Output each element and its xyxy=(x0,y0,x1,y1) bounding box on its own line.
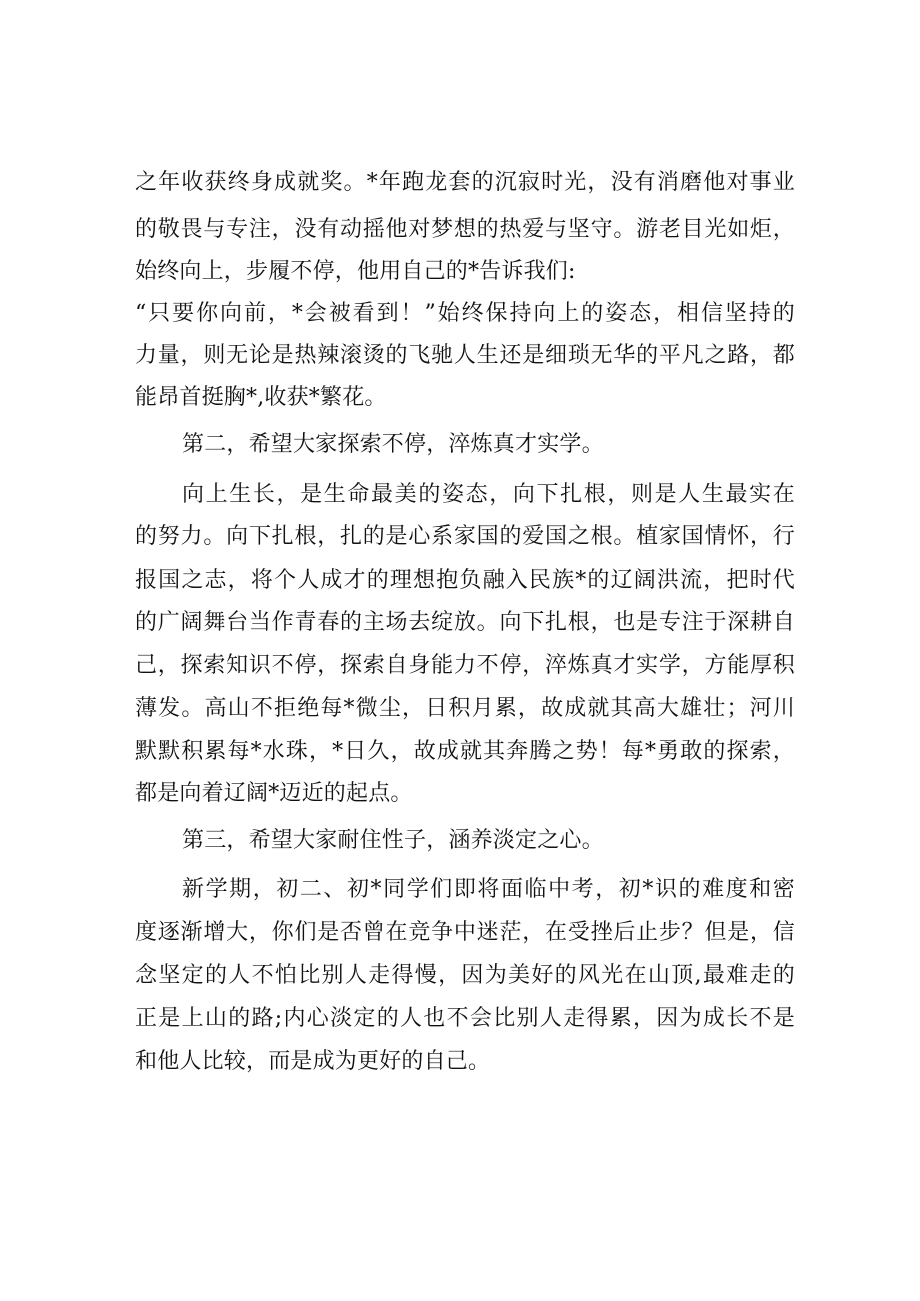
p3-line-5: 己，探索知识不停，探索自身能力不停，淬炼真才实学，方能厚积 xyxy=(135,653,795,678)
p3-line-3: 报国之志，将个人成才的理想抱负融入民族*的辽阔洪流，把时代 xyxy=(135,568,795,593)
section-heading-2: 第二，希望大家探索不停，淬炼真才实学。 xyxy=(182,432,604,457)
p3-line-8: 都是向着辽阔*迈近的起点。 xyxy=(135,781,413,806)
p3-line-1: 向上生长，是生命最美的姿态，向下扎根，则是人生最实在 xyxy=(182,482,795,507)
p5-line-3: 念坚定的人不怕比别人走得慢，因为美好的风光在山顶,最难走的 xyxy=(135,963,795,988)
p3-line-2: 的努力。向下扎根，扎的是心系家国的爱国之根。植家国情怀，行 xyxy=(135,524,795,549)
p3-line-4: 的广阔舞台当作青春的主场去绽放。向下扎根，也是专注于深耕自 xyxy=(135,610,795,635)
p1-line-1: 之年收获终身成就奖。*年跑龙套的沉寂时光，没有消磨他对事业 xyxy=(135,170,795,195)
p3-line-7: 默默积累每*水珠，*日久，故成就其奔腾之势！每*勇敢的探索， xyxy=(135,739,795,764)
p5-line-5: 和他人比较，而是成为更好的自己。 xyxy=(135,1049,491,1074)
p1-line-5: 力量，则无论是热辣滚烫的飞驰人生还是细琐无华的平凡之路，都 xyxy=(135,343,795,368)
p1-line-4: “只要你向前，*会被看到！”始终保持向上的姿态，相信坚持的 xyxy=(135,301,795,326)
p5-line-2: 度逐渐增大，你们是否曾在竞争中迷茫，在受挫后止步？但是，信 xyxy=(135,920,795,945)
p5-line-4: 正是上山的路;内心淡定的人也不会比别人走得累，因为成长不是 xyxy=(135,1006,795,1031)
p1-line-3: 始终向上，步履不停，他用自己的*告诉我们: xyxy=(135,259,576,284)
p1-line-6: 能昂首挺胸*,收获*繁花。 xyxy=(135,385,387,410)
p1-line-2: 的敬畏与专注，没有动摇他对梦想的热爱与坚守。游老目光如炬， xyxy=(135,217,795,242)
p5-line-1: 新学期，初二、初*同学们即将面临中考，初*识的难度和密 xyxy=(182,877,795,902)
section-heading-3: 第三，希望大家耐住性子，涵养淡定之心。 xyxy=(182,828,604,853)
p3-line-6: 薄发。高山不拒绝每*微尘，日积月累，故成就其高大雄壮；河川 xyxy=(135,696,795,721)
